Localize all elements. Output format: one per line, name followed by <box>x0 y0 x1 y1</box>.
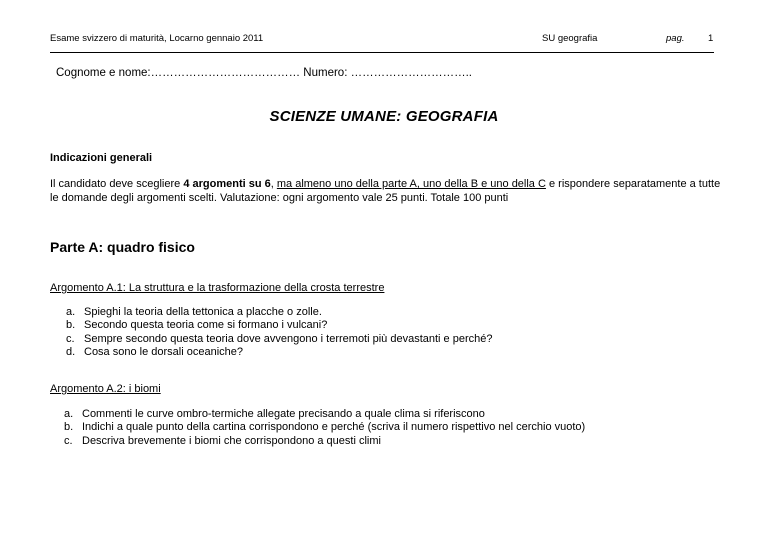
argument-a2-questions <box>64 408 585 448</box>
header-page-label: pag. <box>666 33 685 44</box>
question-item: a. Spieghi la teoria della tettonica a placche o zolle. <box>66 306 322 318</box>
instructions-part-2: , <box>270 178 277 190</box>
general-instructions-heading: Indicazioni generali <box>50 152 153 164</box>
question-item: a. Commenti le curve ombro-termiche allegate precisando a quale clima si riferiscono <box>64 408 485 420</box>
page-title: SCIENZE UMANE: GEOGRAFIA <box>269 108 499 125</box>
header-subject: SU geografia <box>542 33 598 44</box>
question-item: b. Secondo questa teoria come si formano i vulcani? <box>66 319 328 332</box>
question-item: d. Cosa sono le dorsali oceaniche? <box>66 345 243 358</box>
name-number-line: Cognome e nome:………………………………… Numero: ………………………….. <box>56 67 472 79</box>
page-header <box>50 33 714 49</box>
instructions-part-3: e rispondere separatamente a tutte le domande degli argomenti scelti. Valutazione: ogni argomento vale 25 punti. Totale 100 punti <box>50 178 721 204</box>
header-divider <box>50 52 714 53</box>
question-item: c. Descriva brevemente i biomi che corrispondono a questi climi <box>64 434 381 447</box>
instructions-bold: 4 argomenti su 6 <box>183 178 271 190</box>
instructions-part-1: Il candidato deve scegliere <box>50 178 184 190</box>
header-exam-info: Esame svizzero di maturità, Locarno gennaio 2011 <box>50 33 264 44</box>
part-a-title: Parte A: quadro fisico <box>50 239 195 255</box>
argument-a1-questions <box>66 306 492 359</box>
header-page-number: 1 <box>708 33 714 44</box>
question-item: c. Sempre secondo questa teoria dove avvengono i terremoti più devastanti e perché? <box>66 332 493 345</box>
instructions-underlined: ma almeno uno della parte A, uno della B e uno della C <box>276 178 546 190</box>
general-instructions-text <box>50 178 730 205</box>
argument-a2-title: Argomento A.2: i biomi <box>50 383 161 395</box>
question-item: b. Indichi a quale punto della cartina corrispondono e perché (scriva il numero rispettivo nel cerchio vuoto) <box>64 421 586 434</box>
argument-a1-title: Argomento A.1: La struttura e la trasformazione della crosta terrestre <box>50 282 385 294</box>
